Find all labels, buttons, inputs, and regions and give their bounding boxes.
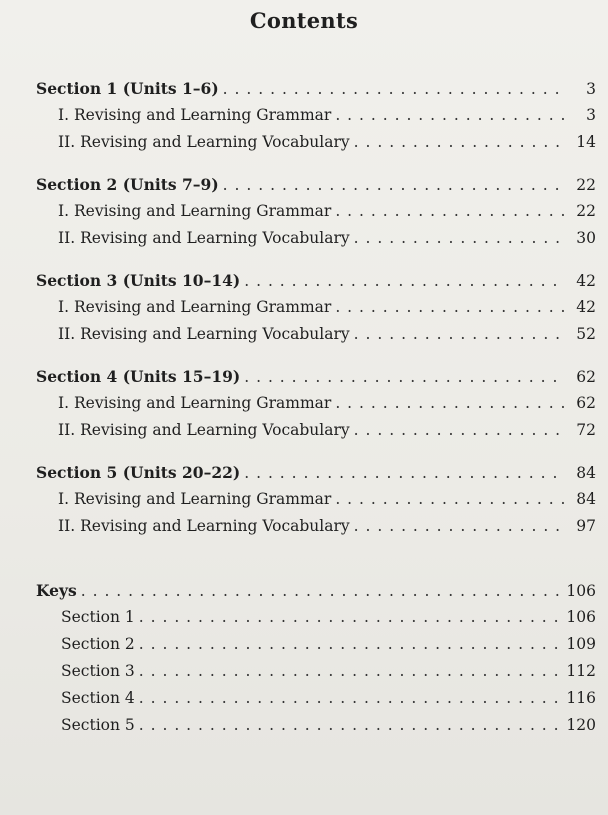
toc-section-1	[36, 79, 596, 106]
toc-entry	[36, 716, 596, 743]
toc-entry-label: Section 3	[61, 662, 135, 680]
dot-leader	[139, 608, 563, 626]
dot-leader	[354, 325, 564, 343]
dot-leader	[223, 176, 564, 194]
dot-leader	[354, 421, 564, 439]
toc-page-number: 22	[576, 202, 596, 220]
toc-entry-label: II. Revising and Learning Vocabulary	[58, 133, 350, 151]
dot-leader	[335, 394, 564, 412]
toc-entry	[36, 689, 596, 716]
toc-entry	[36, 608, 596, 635]
dot-leader	[335, 490, 564, 508]
toc-section-5	[36, 463, 596, 490]
toc-section-label: Section 3 (Units 10–14)	[36, 271, 241, 290]
toc-section-label: Keys	[36, 581, 77, 600]
dot-leader	[244, 368, 564, 386]
dot-leader	[139, 716, 563, 734]
toc-entry	[36, 229, 596, 256]
toc-section-label: Section 1 (Units 1–6)	[36, 79, 219, 98]
toc-page-number: 22	[576, 176, 596, 194]
toc-entry-label: Section 2	[61, 635, 135, 653]
toc-entry	[36, 490, 596, 517]
toc-entry	[36, 517, 596, 544]
toc-entry-label: II. Revising and Learning Vocabulary	[58, 325, 350, 343]
toc-page-number: 84	[576, 464, 596, 482]
toc-entry-label: I. Revising and Learning Grammar	[58, 106, 332, 124]
dot-leader	[139, 635, 563, 653]
toc-entry	[36, 635, 596, 662]
toc-page-number: 112	[566, 662, 596, 680]
toc-section-label: Section 5 (Units 20–22)	[36, 463, 241, 482]
toc-entry-label: I. Revising and Learning Grammar	[58, 202, 332, 220]
toc-page-number: 62	[576, 394, 596, 412]
dot-leader	[223, 80, 564, 98]
toc-entry	[36, 106, 596, 133]
dot-leader	[244, 464, 564, 482]
dot-leader	[244, 272, 564, 290]
toc-page-number: 30	[576, 229, 596, 247]
toc-page-number: 97	[576, 517, 596, 535]
toc-entry-label: I. Revising and Learning Grammar	[58, 298, 332, 316]
toc-section-4	[36, 367, 596, 394]
toc-page-number: 14	[576, 133, 596, 151]
toc-entry	[36, 325, 596, 352]
toc-entry	[36, 202, 596, 229]
toc-section-label: Section 2 (Units 7–9)	[36, 175, 219, 194]
toc-section-2	[36, 175, 596, 202]
toc-entry	[36, 298, 596, 325]
toc-entry-label: II. Revising and Learning Vocabulary	[58, 229, 350, 247]
toc-entry-label: Section 1	[61, 608, 135, 626]
toc-page-number: 72	[576, 421, 596, 439]
toc-page-number: 42	[576, 298, 596, 316]
toc-page-number: 62	[576, 368, 596, 386]
toc-entry-label: II. Revising and Learning Vocabulary	[58, 517, 350, 535]
toc-section-3	[36, 271, 596, 298]
toc-page-number: 84	[576, 490, 596, 508]
toc-section-label: Section 4 (Units 15–19)	[36, 367, 241, 386]
dot-leader	[81, 582, 563, 600]
dot-leader	[335, 106, 564, 124]
toc-entry-label: Section 4	[61, 689, 135, 707]
toc-entry	[36, 133, 596, 160]
toc-entry	[36, 421, 596, 448]
toc-page-number: 3	[586, 80, 596, 98]
dot-leader	[354, 133, 564, 151]
toc-page-number: 106	[566, 608, 596, 626]
dot-leader	[335, 202, 564, 220]
toc-entry	[36, 394, 596, 421]
toc-page-number: 120	[566, 716, 596, 734]
dot-leader	[139, 662, 563, 680]
toc-entry	[36, 662, 596, 689]
toc-entry-label: I. Revising and Learning Grammar	[58, 394, 332, 412]
toc-entry-label: Section 5	[61, 716, 135, 734]
toc-entry-label: I. Revising and Learning Grammar	[58, 490, 332, 508]
dot-leader	[139, 689, 563, 707]
dot-leader	[335, 298, 564, 316]
page-title: Contents	[249, 8, 359, 33]
toc-page-number: 106	[566, 582, 596, 600]
dot-leader	[354, 517, 564, 535]
table-of-contents	[36, 79, 596, 743]
toc-section-keys	[36, 581, 596, 608]
toc-page-number: 116	[566, 689, 596, 707]
dot-leader	[354, 229, 564, 247]
toc-page-number: 3	[586, 106, 596, 124]
keys-list	[36, 581, 596, 743]
toc-page-number: 42	[576, 272, 596, 290]
toc-page-number: 109	[566, 635, 596, 653]
toc-entry-label: II. Revising and Learning Vocabulary	[58, 421, 350, 439]
toc-page-number: 52	[576, 325, 596, 343]
